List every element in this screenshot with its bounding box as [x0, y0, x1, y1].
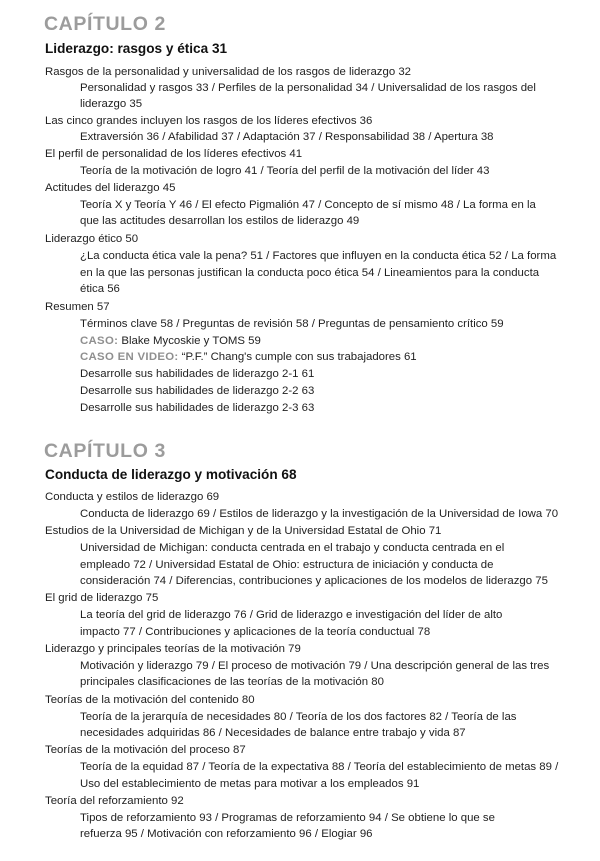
- toc-subsection: Desarrolle sus habilidades de liderazgo 2-2 63: [80, 385, 315, 397]
- toc-subsection: impacto 77 / Contribuciones y aplicaciones de la teoría conductual 78: [80, 626, 431, 638]
- toc-subsection: Teoría X y Teoría Y 46 / El efecto Pigmalión 47 / Concepto de sí mismo 48 / La forma en la: [80, 199, 536, 211]
- toc-subsection: Conducta de liderazgo 69 / Estilos de liderazgo y la investigación de la Universidad de Iowa 70: [80, 508, 559, 520]
- toc-section: Estudios de la Universidad de Michigan y de la Universidad Estatal de Ohio 71: [45, 525, 442, 537]
- toc-subsection: que las actitudes desarrollan los estilos de liderazgo 49: [80, 215, 360, 227]
- toc-subsection: ¿La conducta ética vale la pena? 51 / Factores que influyen en la conducta ética 52 / La forma: [80, 250, 557, 262]
- toc-section: Teoría del reforzamiento 92: [45, 795, 184, 807]
- toc-subsection: La teoría del grid de liderazgo 76 / Grid de liderazgo e investigación del líder de alto: [80, 609, 503, 621]
- toc-subsection: Extraversión 36 / Afabilidad 37 / Adaptación 37 / Responsabilidad 38 / Apertura 38: [80, 131, 494, 143]
- toc-subsection: Universidad de Michigan: conducta centrada en el trabajo y conducta centrada en el: [80, 542, 505, 554]
- chapter-3-title: Conducta de liderazgo y motivación 68: [45, 467, 297, 482]
- toc-subsection: Teoría de la jerarquía de necesidades 80 / Teoría de los dos factores 82 / Teoría de las: [80, 711, 517, 723]
- toc-section: Rasgos de la personalidad y universalidad de los rasgos de liderazgo 32: [45, 66, 411, 78]
- toc-section: Teorías de la motivación del proceso 87: [45, 744, 246, 756]
- case-label: CASO:: [80, 335, 119, 347]
- toc-subsection: en la que las personas justifican la conducta poco ética 54 / Lineamientos para la conducta: [80, 267, 540, 279]
- toc-subsection: Motivación y liderazgo 79 / El proceso de motivación 79 / Una descripción general de las tres: [80, 660, 550, 672]
- case-text: Blake Mycoskie y TOMS 59: [118, 335, 261, 347]
- toc-case: [80, 333, 261, 349]
- toc-video-case: [80, 349, 417, 365]
- video-case-label: CASO EN VIDEO:: [80, 351, 179, 363]
- toc-subsection: empleado 72 / Universidad Estatal de Ohio: estructura de iniciación y conducta de: [80, 559, 494, 571]
- toc-subsection: Teoría de la motivación de logro 41 / Teoría del perfil de la motivación del líder 43: [80, 165, 490, 177]
- toc-section: Actitudes del liderazgo 45: [45, 182, 176, 194]
- toc-subsection: Tipos de reforzamiento 93 / Programas de reforzamiento 94 / Se obtiene lo que se: [80, 812, 495, 824]
- toc-section: Las cinco grandes incluyen los rasgos de los líderes efectivos 36: [45, 115, 373, 127]
- toc-section: El perfil de personalidad de los líderes efectivos 41: [45, 148, 303, 160]
- toc-subsection: Desarrolle sus habilidades de liderazgo 2-3 63: [80, 402, 315, 414]
- toc-subsection: consideración 74 / Diferencias, contribuciones y aplicaciones de los modelos de liderazgo 75: [80, 575, 548, 587]
- chapter-2-label: CAPÍTULO 2: [44, 13, 166, 35]
- toc-subsection: Términos clave 58 / Preguntas de revisión 58 / Preguntas de pensamiento crítico 59: [80, 318, 504, 330]
- toc-section: Conducta y estilos de liderazgo 69: [45, 491, 220, 503]
- toc-section: Liderazgo ético 50: [45, 233, 139, 245]
- chapter-2-title: Liderazgo: rasgos y ética 31: [45, 41, 228, 56]
- toc-section: Liderazgo y principales teorías de la motivación 79: [45, 643, 301, 655]
- toc-section: El grid de liderazgo 75: [45, 592, 159, 604]
- toc-section: Resumen 57: [45, 301, 110, 313]
- toc-subsection: Desarrolle sus habilidades de liderazgo 2-1 61: [80, 368, 315, 380]
- toc-subsection: Teoría de la equidad 87 / Teoría de la expectativa 88 / Teoría del establecimiento de metas 89 /: [80, 761, 559, 773]
- toc-subsection: refuerza 95 / Motivación con reforzamiento 96 / Elogiar 96: [80, 828, 373, 840]
- toc-subsection: Personalidad y rasgos 33 / Perfiles de la personalidad 34 / Universalidad de los rasgos del: [80, 82, 536, 94]
- toc-subsection: principales clasificaciones de las teorías de la motivación 80: [80, 676, 384, 688]
- chapter-3-label: CAPÍTULO 3: [44, 440, 166, 462]
- toc-subsection: liderazgo 35: [80, 98, 143, 110]
- toc-subsection: Uso del establecimiento de metas para motivar a los empleados 91: [80, 778, 420, 790]
- video-case-text: “P.F.” Chang's cumple con sus trabajadores 61: [178, 351, 417, 363]
- toc-subsection: necesidades adquiridas 86 / Necesidades de balance entre trabajo y vida 87: [80, 727, 466, 739]
- toc-section: Teorías de la motivación del contenido 80: [45, 694, 255, 706]
- toc-subsection: ética 56: [80, 283, 120, 295]
